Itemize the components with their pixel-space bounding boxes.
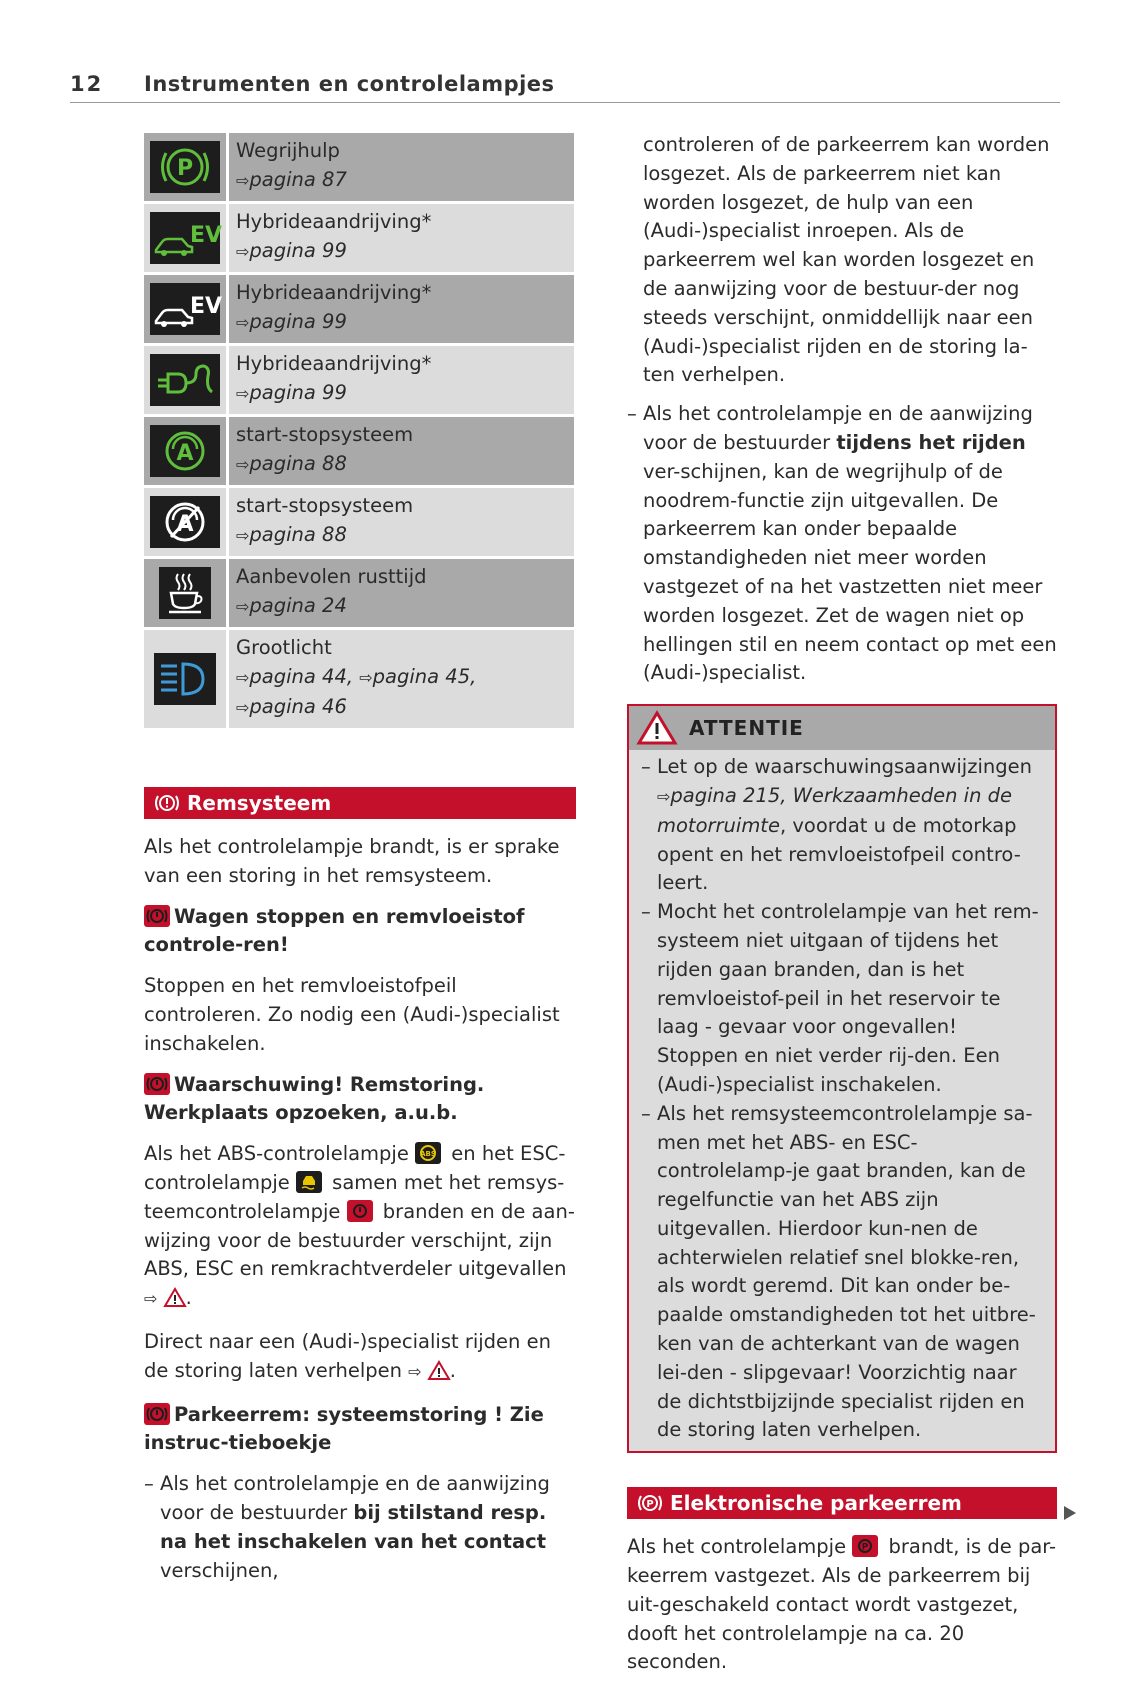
page-reference[interactable]: ⇨pagina 46 bbox=[236, 695, 347, 718]
list-item: – Als het controlelampje en de aanwijzing voor de bestuurder bij stilstand resp. na het inschakelen van het contact verschijnen, bbox=[144, 1472, 550, 1582]
brake-warning-icon bbox=[144, 905, 170, 927]
table-row bbox=[144, 133, 574, 204]
page-number: 12 bbox=[70, 72, 104, 96]
warning-triangle-icon bbox=[637, 711, 677, 745]
svg-text:P: P bbox=[861, 1542, 869, 1553]
indicator-label: Wegrijhulp bbox=[236, 139, 340, 162]
table-row bbox=[144, 204, 574, 275]
indicator-table bbox=[144, 133, 574, 731]
ev-car-green-icon bbox=[150, 212, 223, 264]
next-page-arrow-icon[interactable] bbox=[1062, 1505, 1078, 1525]
indicator-label: Hybrideaandrijving* bbox=[236, 352, 432, 375]
warning-triangle-icon[interactable] bbox=[428, 1360, 450, 1389]
section-heading-remsysteem: Remsysteem bbox=[144, 787, 576, 819]
svg-text:P: P bbox=[646, 1499, 654, 1511]
start-stop-icon bbox=[150, 425, 220, 477]
coffee-cup-icon bbox=[159, 567, 211, 619]
page-reference[interactable]: ⇨pagina 88 bbox=[236, 523, 347, 546]
brake-warning-icon bbox=[144, 1073, 170, 1095]
attention-header: ATTENTIE bbox=[629, 706, 1055, 750]
table-row bbox=[144, 488, 574, 559]
esc-icon bbox=[296, 1171, 322, 1193]
indicator-label: Aanbevolen rusttijd bbox=[236, 565, 427, 588]
message-text: Stoppen en het remvloeistofpeil controleren. Zo nodig een (Audi-)specialist inschakelen. bbox=[144, 974, 560, 1055]
brake-warning-icon bbox=[347, 1200, 373, 1222]
page-header bbox=[70, 70, 1060, 103]
ev-car-white-icon bbox=[150, 283, 223, 335]
message-heading: Parkeerrem: systeemstoring ! Zie instruc-tieboekje bbox=[144, 1402, 544, 1455]
parking-paragraph: Als het controlelampje P brandt, is de par-keerrem vastgezet. Als de parkeerrem bij uit-geschakeld contact wordt vastgezet, dooft het controlelampje na ca. 20 seconden. bbox=[627, 1535, 1057, 1674]
abs-esc-paragraph: Als het ABS-controlelampje ABS en het ESC-controlelampje samen met het remsys-teemcontrolelampje branden en de aan-wijzing voor de bestuurder verschijnt, zijn ABS, ESC en remkrachtverdeler uitgevallen ⇨ . bbox=[144, 1140, 576, 1316]
table-row bbox=[144, 630, 574, 731]
page-reference[interactable]: ⇨pagina 24 bbox=[236, 594, 347, 617]
list-item: – Mocht het controlelampje van het rem-systeem niet uitgaan of tijdens het rijden gaan branden, dan is het remvloeistof-peil in het reservoir te laag - gevaar voor ongevallen! Stoppen en niet verder rij-den. Een (Audi-)specialist inschakelen. bbox=[641, 900, 1039, 1096]
right-column bbox=[627, 131, 1057, 1689]
attention-box bbox=[627, 704, 1057, 1453]
brake-warning-icon bbox=[154, 793, 180, 813]
svg-text:EV: EV bbox=[190, 294, 223, 319]
page-reference[interactable]: ⇨pagina 88 bbox=[236, 452, 347, 475]
page-reference[interactable]: ⇨pagina 87 bbox=[236, 168, 347, 191]
abs-icon bbox=[415, 1142, 441, 1164]
high-beam-icon bbox=[154, 653, 216, 705]
start-stop-off-icon bbox=[150, 496, 220, 548]
table-row bbox=[144, 417, 574, 488]
page-reference[interactable]: pagina 215, Werkzaamheden in de motorruimte bbox=[657, 783, 1013, 837]
hybrid-plug-icon bbox=[150, 354, 220, 406]
indicator-label: Grootlicht bbox=[236, 636, 332, 659]
svg-text:P: P bbox=[176, 156, 194, 181]
table-row bbox=[144, 346, 574, 417]
parking-brake-icon bbox=[852, 1535, 878, 1557]
list-item: – Als het controlelampje en de aanwijzing voor de bestuurder tijdens het rijden ver-schijnen, kan de wegrijhulp of de noodrem-functie zijn uitgevallen. De parkeerrem kan onder bepaalde omstandigheden niet meer worden vastgezet of na het vastzetten niet meer worden losgezet. Zet de wagen niet op hellingen stil en neem contact op met een (Audi-)specialist. bbox=[627, 402, 1057, 685]
indicator-label: Hybrideaandrijving* bbox=[236, 210, 432, 233]
parking-p-green-icon bbox=[150, 141, 220, 193]
page-reference: ⇨pagina 44, ⇨pagina 45, bbox=[236, 665, 477, 688]
brake-warning-icon bbox=[144, 1403, 170, 1425]
message-heading: Waarschuwing! Remstoring. Werkplaats opzoeken, a.u.b. bbox=[144, 1072, 485, 1125]
page-reference[interactable]: ⇨pagina 99 bbox=[236, 381, 347, 404]
indicator-label: Hybrideaandrijving* bbox=[236, 281, 432, 304]
table-row bbox=[144, 559, 574, 630]
table-row bbox=[144, 275, 574, 346]
left-column bbox=[144, 787, 576, 1585]
list-item: – Als het remsysteemcontrolelampje sa-men met het ABS- en ESC-controlelamp-je gaat branden, kan de regelfunctie van het ABS zijn uitgevallen. Hierdoor kun-nen de achterwielen relatief snel blokke-ren, als wordt geremd. Dit kan onder be-paalde omstandigheden tot het uitbre-ken van de achterkant van de wagen lei-den - slipgevaar! Voorzichtig naar de dichtstbijzijnde specialist rijden en de storing laten verhelpen. bbox=[641, 1101, 1036, 1442]
svg-text:ABS: ABS bbox=[420, 1150, 436, 1159]
page-reference[interactable]: ⇨pagina 99 bbox=[236, 310, 347, 333]
indicator-label: start-stopsysteem bbox=[236, 494, 414, 517]
svg-text:EV: EV bbox=[190, 223, 223, 248]
brake-intro: Als het controlelampje brandt, is er sprake van een storing in het remsysteem. bbox=[144, 835, 560, 887]
list-item: – Let op de waarschuwingsaanwijzingen ⇨pagina 215, Werkzaamheden in de motorruimte, voordat u de motorkap opent en het remvloeistofpeil contro-leert. bbox=[641, 755, 1032, 895]
page-reference[interactable]: ⇨pagina 99 bbox=[236, 239, 347, 262]
svg-text:A: A bbox=[176, 441, 194, 466]
parking-brake-icon bbox=[637, 1493, 663, 1513]
section-heading-parkeerrem: P Elektronische parkeerrem bbox=[627, 1487, 1057, 1519]
indicator-label: start-stopsysteem bbox=[236, 423, 414, 446]
svg-text:A: A bbox=[176, 512, 194, 537]
page-title: Instrumenten en controlelampjes bbox=[144, 72, 555, 96]
list-item-continuation: controleren of de parkeerrem kan worden losgezet. Als de parkeerrem niet kan worden losgezet, de hulp van een (Audi-)specialist inroepen. Als de parkeerrem wel kan worden losgezet en de aanwijzing voor de bestuur-der nog steeds verschijnt, onmiddellijk naar een (Audi-)specialist rijden en de storing la-ten verhelpen. bbox=[643, 133, 1050, 387]
warning-triangle-icon[interactable] bbox=[164, 1287, 186, 1316]
direct-paragraph: Direct naar een (Audi-)specialist rijden en de storing laten verhelpen ⇨ . bbox=[144, 1328, 576, 1389]
message-heading: Wagen stoppen en remvloeistof controle-ren! bbox=[144, 904, 525, 957]
